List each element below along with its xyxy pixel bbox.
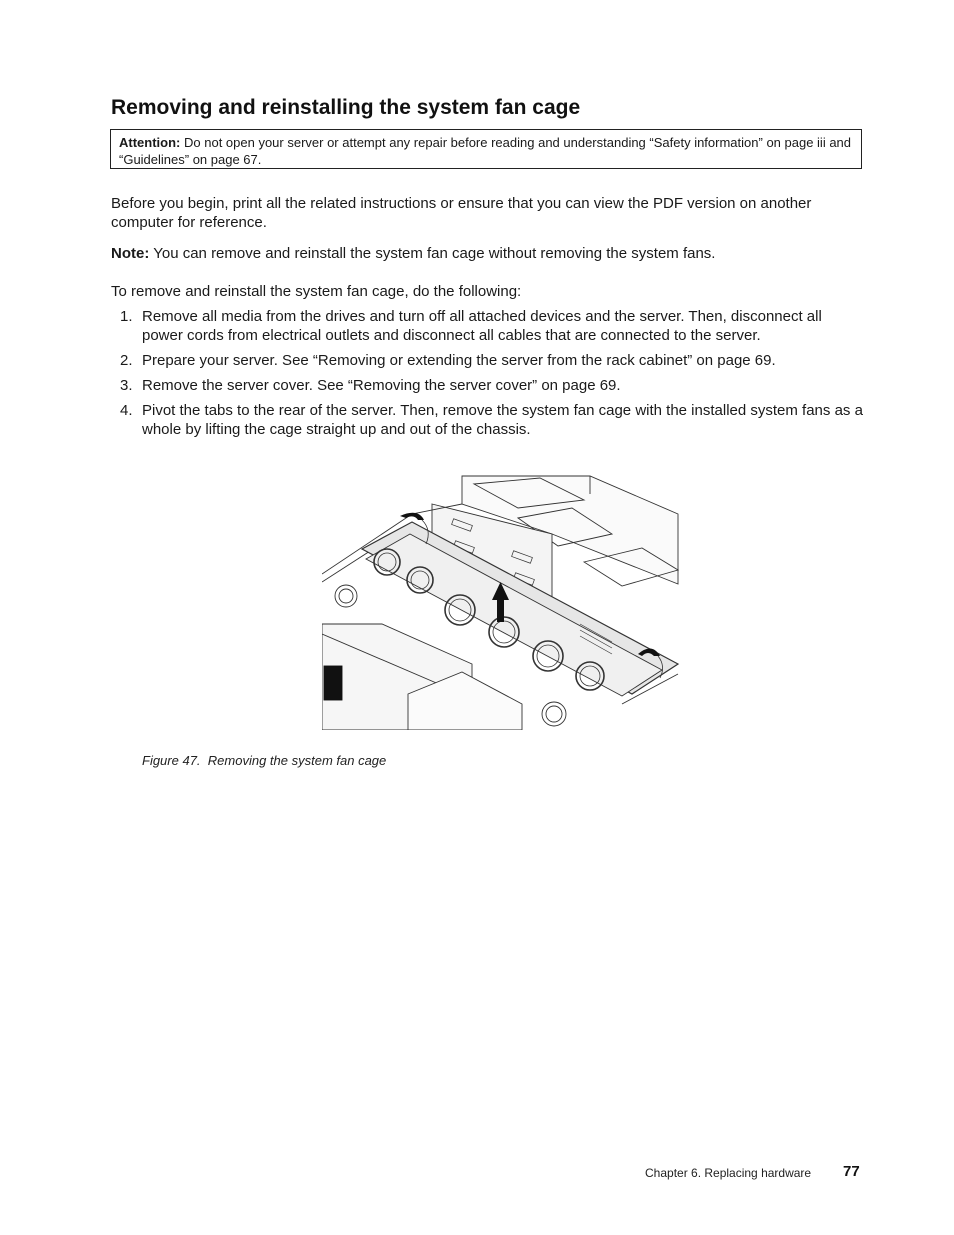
note-label: Note:	[111, 245, 150, 262]
figure-caption	[142, 753, 386, 768]
page-title: Removing and reinstalling the system fan cage	[111, 96, 581, 119]
step-number: 2.	[120, 352, 133, 369]
step-item	[111, 376, 863, 395]
note-text: You can remove and reinstall the system fan cage without removing the system fans.	[153, 245, 716, 262]
step-text: Remove the server cover. See “Removing the server cover” on page 69.	[142, 377, 621, 394]
figure-caption-text: Removing the system fan cage	[207, 753, 387, 768]
step-text: Prepare your server. See “Removing or extending the server from the rack cabinet” on page 69.	[142, 352, 776, 369]
step-number: 3.	[120, 377, 133, 394]
procedure-steps	[111, 307, 863, 445]
figure-caption-label: Figure 47.	[142, 753, 201, 768]
fan-cage-illustration	[322, 474, 680, 730]
page-number: 77	[843, 1163, 860, 1180]
note-paragraph	[111, 244, 861, 263]
step-number: 1.	[120, 308, 133, 325]
lead-in-paragraph: To remove and reinstall the system fan cage, do the following:	[111, 283, 522, 300]
step-text: Remove all media from the drives and turn off all attached devices and the server. Then, disconnect all power cords from electrical outlets and disconnect all cables that are connected to the server.	[142, 308, 822, 344]
step-item	[111, 401, 863, 439]
step-text: Pivot the tabs to the rear of the server. Then, remove the system fan cage with the installed system fans as a whole by lifting the cage straight up and out of the chassis.	[142, 402, 863, 438]
attention-box	[110, 129, 862, 169]
intro-paragraph: Before you begin, print all the related instructions or ensure that you can view the PDF version on another computer for reference.	[111, 195, 812, 231]
step-item	[111, 351, 863, 370]
attention-label: Attention:	[119, 135, 181, 150]
step-item	[111, 307, 863, 345]
footer-chapter: Chapter 6. Replacing hardware	[645, 1166, 812, 1180]
attention-text: Do not open your server or attempt any repair before reading and understanding “Safety information” on page iii and “Guidelines” on page 67.	[119, 135, 852, 167]
step-number: 4.	[120, 402, 133, 419]
